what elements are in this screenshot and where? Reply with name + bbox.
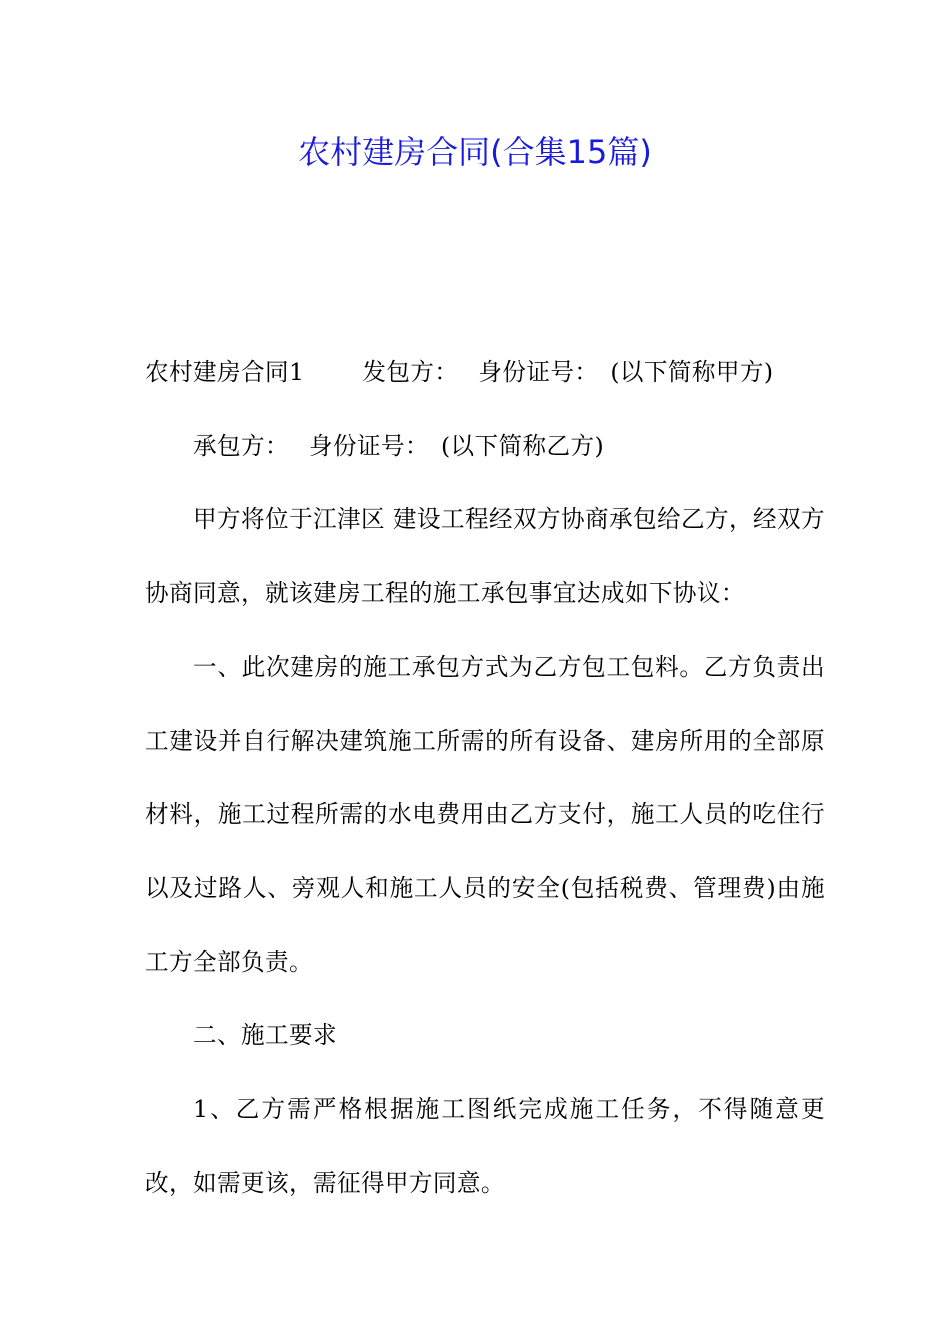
employer-id-label: 身份证号： [478, 358, 599, 386]
document-body [145, 336, 825, 1220]
employer-alias: (以下简称甲方) [610, 358, 774, 386]
paragraph-contract-header [145, 336, 825, 410]
paragraph-contractor [145, 410, 825, 484]
contract-heading: 农村建房合同1 [145, 358, 305, 386]
paragraph-clause-two-item-one: 1、乙方需严格根据施工图纸完成施工任务，不得随意更改，如需更该，需征得甲方同意。 [145, 1095, 825, 1197]
contractor-id-label: 身份证号： [308, 431, 429, 460]
contractor-alias: (以下简称乙方) [440, 431, 605, 460]
paragraph-clause-one: 一、此次建房的施工承包方式为乙方包工包料。乙方负责出工建设并自行解决建筑施工所需的所有设备、建房所用的全部原材料，施工过程所需的水电费用由乙方支付，施工人员的吃住行以及过路人、旁观人和施工人员的安全(包括税费、管理费)由施工方全部负责。 [145, 652, 825, 976]
document-title: 农村建房合同(合集15篇) [298, 133, 652, 171]
paragraph-agreement-intro: 甲方将位于江津区 建设工程经双方协商承包给乙方，经双方协商同意，就该建房工程的施工承包事宜达成如下协议： [145, 505, 825, 608]
contractor-label: 承包方： [193, 431, 289, 460]
employer-label: 发包方： [362, 358, 459, 386]
paragraph-clause-two-heading: 二、施工要求 [193, 1021, 337, 1050]
